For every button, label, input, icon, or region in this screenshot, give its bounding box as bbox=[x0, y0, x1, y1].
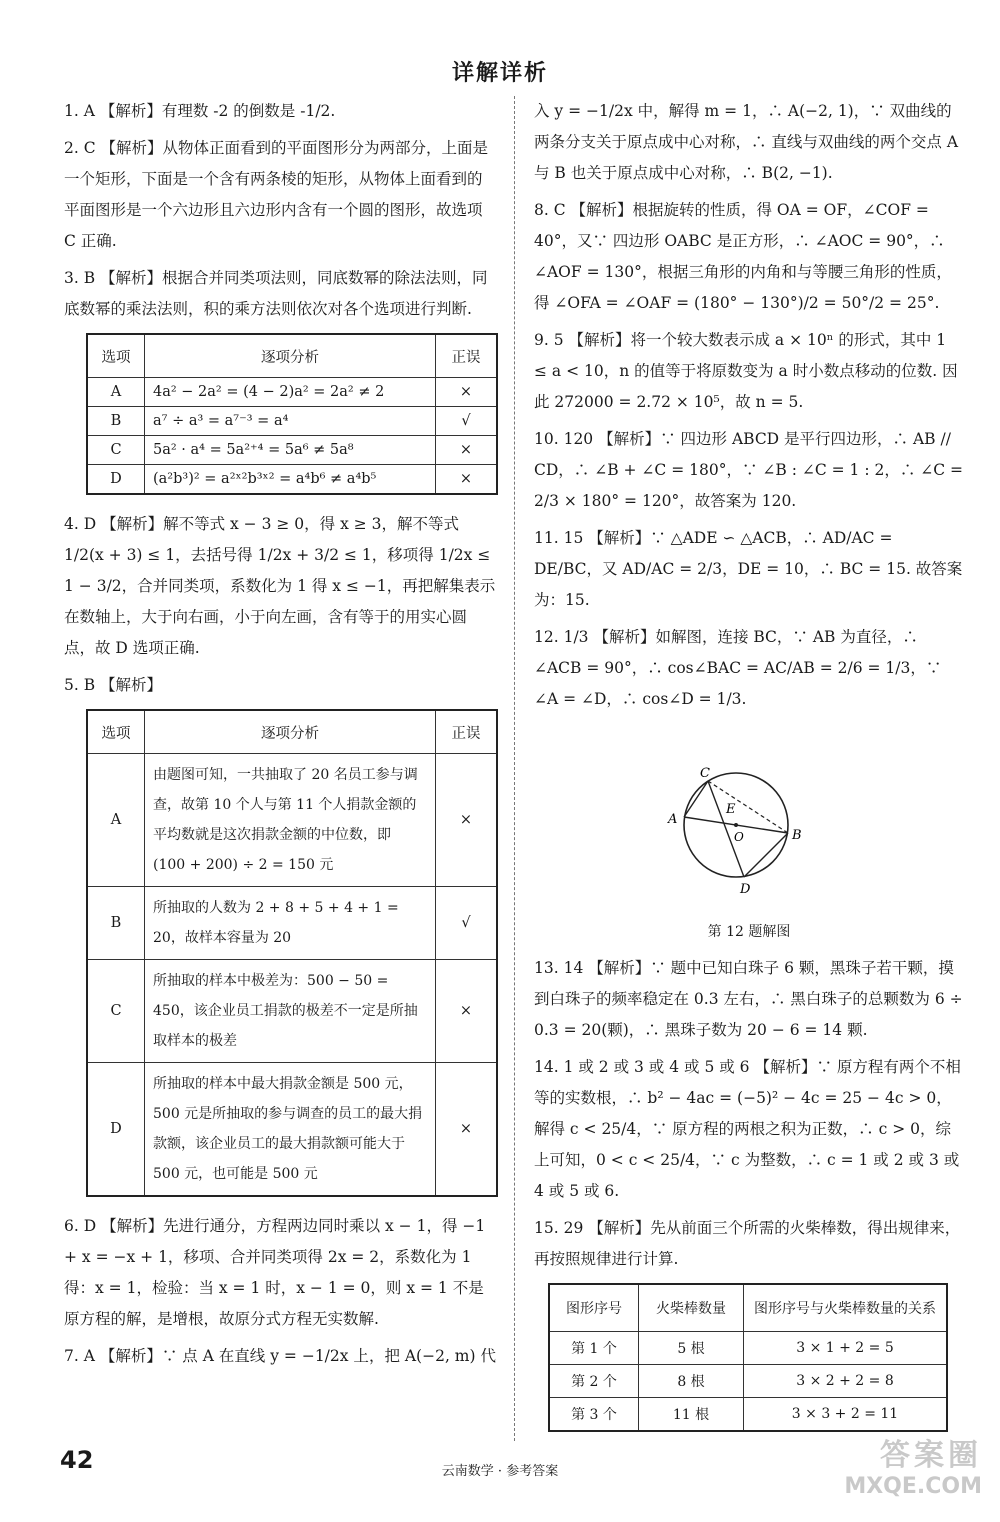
chord-bd bbox=[744, 833, 788, 877]
table-header: 正误 bbox=[436, 334, 498, 378]
count-cell: 11 根 bbox=[639, 1398, 744, 1432]
table-header: 火柴棒数量 bbox=[639, 1284, 744, 1332]
answer-15: 15. 29 【解析】先从前面三个所需的火柴棒数，得出规律来，再按照规律进行计算. bbox=[534, 1219, 961, 1268]
answer-8: 8. C 【解析】根据旋转的性质，得 OA = OF，∠COF = 40°，又∵ 四边形 OABC 是正方形，∴ ∠AOC = 90°，∴ ∠AOF = 130°，根据三角形的内角和与等腰三角形的性质，得 ∠OFA = ∠OAF = (180° − 130°)/2 = 50°/2 = 25°. bbox=[534, 201, 952, 312]
table-header: 逐项分析 bbox=[145, 334, 436, 378]
table-row bbox=[87, 887, 497, 960]
column-divider bbox=[514, 96, 515, 1441]
table-row bbox=[549, 1398, 947, 1432]
analysis-cell: 由题图可知，一共抽取了 20 名员工参与调查，故第 10 个人与第 11 个人捐款金额的平均数就是这次捐款金额的中位数，即 (100 + 200) ÷ 2 = 150 元 bbox=[145, 754, 436, 887]
analysis-cell: 5a² · a⁴ = 5a²⁺⁴ = 5a⁶ ≠ 5a⁸ bbox=[145, 436, 436, 465]
relation-cell: 3 × 3 + 2 = 11 bbox=[744, 1398, 948, 1432]
answer-4: 4. D 【解析】解不等式 x − 3 ≥ 0，得 x ≥ 3，解不等式 1/2(x + 3) ≤ 1，去括号得 1/2x + 3/2 ≤ 1，移项得 1/2x ≤ 1 − 3/2，合并同类项，系数化为 1 得 x ≤ −1，再把解集表示在数轴上，大于向右画，小于向左画，含有等于的用实心圆点，故 D 选项正确. bbox=[64, 515, 496, 657]
option-cell: A bbox=[87, 378, 145, 407]
chord-bc-dashed bbox=[708, 781, 788, 833]
label-c: C bbox=[700, 766, 710, 781]
figure-caption: 第 12 题解图 bbox=[707, 924, 791, 940]
answer-11: 11. 15 【解析】∵ △ADE ∽ △ACB，∴ AD/AC = DE/BC，又 AD/AC = 2/3，DE = 10，∴ BC = 15. 故答案为：15. bbox=[534, 529, 963, 609]
table-row bbox=[87, 407, 497, 436]
watermark-logo-text: 答案圈 bbox=[880, 1438, 982, 1473]
chord-ac bbox=[684, 781, 708, 817]
count-cell: 5 根 bbox=[639, 1332, 744, 1365]
label-e: E bbox=[726, 802, 736, 817]
mark-cell: √ bbox=[436, 887, 498, 960]
index-cell: 第 3 个 bbox=[549, 1398, 639, 1432]
option-cell: A bbox=[87, 754, 145, 887]
option-cell: D bbox=[87, 1063, 145, 1197]
answer-14: 14. 1 或 2 或 3 或 4 或 5 或 6 【解析】∵ 原方程有两个不相等的实数根，∴ b² − 4ac = (−5)² − 4c = 25 − 4c > 0，解得 c < 25/4，∵ 原方程的两根之积为正数，∴ c > 0，综上可知，0 < c < 25/4，∵ c 为整数，∴ c = 1 或 2 或 3 或 4 或 5 或 6. bbox=[534, 1058, 961, 1200]
table-header: 选项 bbox=[87, 334, 145, 378]
footer-text: 云南数学 · 参考答案 bbox=[441, 1464, 559, 1479]
index-cell: 第 1 个 bbox=[549, 1332, 639, 1365]
mark-cell: × bbox=[436, 1063, 498, 1197]
answer-3: 3. B 【解析】根据合并同类项法则，同底数幂的除法法则，同底数幂的乘法法则，积的乘方法则依次对各个选项进行判断. bbox=[64, 269, 488, 318]
answer-2: 2. C 【解析】从物体正面看到的平面图形分为两部分，上面是一个矩形，下面是一个含有两条棱的矩形，从物体上面看到的平面图形是一个六边形且六边形内含有一个圆的图形，故选项 C 正确. bbox=[64, 139, 489, 250]
table-header: 选项 bbox=[87, 710, 145, 754]
count-cell: 8 根 bbox=[639, 1365, 744, 1398]
watermark bbox=[844, 1430, 982, 1499]
analysis-cell: 4a² − 2a² = (4 − 2)a² = 2a² ≠ 2 bbox=[145, 378, 436, 407]
table-row bbox=[87, 378, 497, 407]
analysis-cell: 所抽取的样本中最大捐款金额是 500 元，500 元是所抽取的参与调查的员工的最大捐款额，该企业员工的最大捐款额可能大于 500 元，也可能是 500 元 bbox=[145, 1063, 436, 1197]
option-cell: B bbox=[87, 887, 145, 960]
right-column bbox=[534, 96, 964, 1432]
analysis-cell: a⁷ ÷ a³ = a⁷⁻³ = a⁴ bbox=[145, 407, 436, 436]
mark-cell: × bbox=[436, 436, 498, 465]
table-header: 正误 bbox=[436, 710, 498, 754]
index-cell: 第 2 个 bbox=[549, 1365, 639, 1398]
option-cell: D bbox=[87, 465, 145, 495]
mark-cell: √ bbox=[436, 407, 498, 436]
option-cell: B bbox=[87, 407, 145, 436]
answer-6: 6. D 【解析】先进行通分，方程两边同时乘以 x − 1，得 −1 + x = −x + 1，移项、合并同类项得 2x = 2，系数化为 1 得：x = 1，检验：当 x = 1 时，x − 1 = 0，则 x = 1 不是原方程的解，是增根，故原分式方程无实数解. bbox=[64, 1217, 486, 1328]
table-row bbox=[87, 436, 497, 465]
watermark-url: MXQE.COM bbox=[844, 1474, 982, 1499]
matchstick-table bbox=[548, 1283, 948, 1432]
options-table-3 bbox=[86, 333, 498, 495]
answer-10: 10. 120 【解析】∵ 四边形 ABCD 是平行四边形，∴ AB // CD，∴ ∠B + ∠C = 180°，∵ ∠B : ∠C = 1 : 2，∴ ∠C = 2/3 × 180° = 120°，故答案为 120. bbox=[534, 430, 964, 510]
left-column bbox=[64, 96, 496, 1378]
options-table-5 bbox=[86, 709, 498, 1197]
answer-13: 13. 14 【解析】∵ 题中已知白珠子 6 颗，黑珠子若干颗，摸到白珠子的频率稳定在 0.3 左右，∴ 黑白珠子的总颗数为 6 ÷ 0.3 = 20(颗)，∴ 黑珠子数为 20 − 6 = 14 颗. bbox=[534, 959, 963, 1039]
table-header: 逐项分析 bbox=[145, 710, 436, 754]
option-cell: C bbox=[87, 960, 145, 1063]
relation-cell: 3 × 1 + 2 = 5 bbox=[744, 1332, 948, 1365]
option-cell: C bbox=[87, 436, 145, 465]
table-row bbox=[87, 1063, 497, 1197]
page-number: 42 bbox=[60, 1446, 94, 1474]
circle-diagram bbox=[664, 735, 814, 910]
mark-cell: × bbox=[436, 960, 498, 1063]
table-row bbox=[549, 1365, 947, 1398]
center-point bbox=[734, 823, 738, 827]
mark-cell: × bbox=[436, 465, 498, 495]
answer-7: 7. A 【解析】∵ 点 A 在直线 y = −1/2x 上，把 A(−2, m) 代 bbox=[64, 1347, 496, 1365]
mark-cell: × bbox=[436, 378, 498, 407]
label-b: B bbox=[792, 828, 802, 843]
chord-cd bbox=[708, 781, 744, 877]
answer-12: 12. 1/3 【解析】如解图，连接 BC，∵ AB 为直径，∴ ∠ACB = 90°，∴ cos∠BAC = AC/AB = 2/6 = 1/3，∵ ∠A = ∠D，∴ cos∠D = 1/3. bbox=[534, 628, 942, 708]
table-row bbox=[87, 960, 497, 1063]
mark-cell: × bbox=[436, 754, 498, 887]
analysis-cell: 所抽取的人数为 2 + 8 + 5 + 4 + 1 = 20，故样本容量为 20 bbox=[145, 887, 436, 960]
label-o: O bbox=[734, 830, 744, 844]
table-header: 图形序号 bbox=[549, 1284, 639, 1332]
answer-5: 5. B 【解析】 bbox=[64, 676, 163, 694]
table-row bbox=[87, 465, 497, 495]
table-row bbox=[87, 754, 497, 887]
answer-7-continued: 入 y = −1/2x 中，解得 m = 1，∴ A(−2, 1)，∵ 双曲线的两条分支关于原点成中心对称，∴ 直线与双曲线的两个交点 A 与 B 也关于原点成中心对称，∴ B(2, −1). bbox=[534, 102, 959, 182]
analysis-cell: 所抽取的样本中极差为：500 − 50 = 450，该企业员工捐款的极差不一定是所抽取样本的极差 bbox=[145, 960, 436, 1063]
table-header: 图形序号与火柴棒数量的关系 bbox=[744, 1284, 948, 1332]
table-row bbox=[549, 1332, 947, 1365]
answer-9: 9. 5 【解析】将一个较大数表示成 a × 10ⁿ 的形式，其中 1 ≤ a < 10，n 的值等于将原数变为 a 时小数点移动的位数. 因此 272000 = 2.72 × 10⁵，故 n = 5. bbox=[534, 331, 958, 411]
label-a: A bbox=[668, 812, 678, 827]
figure-12 bbox=[534, 735, 964, 915]
page-title: 详解详析 bbox=[451, 61, 548, 86]
analysis-cell: (a²b³)² = a²ˣ²b³ˣ² = a⁴b⁶ ≠ a⁴b⁵ bbox=[145, 465, 436, 495]
relation-cell: 3 × 2 + 2 = 8 bbox=[744, 1365, 948, 1398]
label-d: D bbox=[740, 882, 751, 897]
answer-1: 1. A 【解析】有理数 -2 的倒数是 -1/2. bbox=[64, 102, 336, 120]
